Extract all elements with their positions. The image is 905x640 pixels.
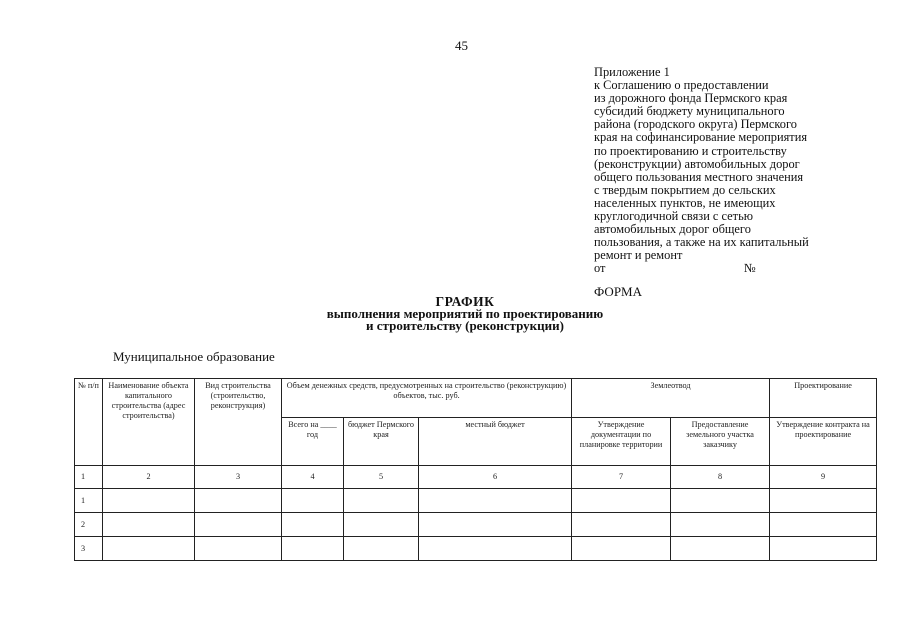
column-number: 1 xyxy=(75,466,103,489)
column-number: 7 xyxy=(572,466,671,489)
header-local-budget: местный бюджет xyxy=(419,418,572,466)
form-label: ФОРМА xyxy=(594,284,642,299)
page-number: 45 xyxy=(455,38,468,53)
column-number: 5 xyxy=(344,466,419,489)
table-cell xyxy=(103,489,195,513)
header-construction-type: Вид строительства (строительство, реконструкция) xyxy=(195,379,282,466)
table-cell xyxy=(572,489,671,513)
appendix-line: по проектированию и строительству xyxy=(594,143,787,158)
appendix-line: Приложение 1 xyxy=(594,65,670,79)
date-number-row xyxy=(594,262,869,275)
column-number: 8 xyxy=(671,466,770,489)
appendix-note xyxy=(594,66,869,276)
table-cell xyxy=(195,513,282,537)
schedule-table xyxy=(74,378,877,561)
appendix-line: автомобильных дорог общего xyxy=(594,222,751,237)
header-land-allocation: Землеотвод xyxy=(572,379,770,418)
row-number: 2 xyxy=(75,513,103,537)
appendix-line: края на софинансирование мероприятия xyxy=(594,130,808,145)
table-row xyxy=(75,489,877,513)
appendix-line: субсидий бюджету муниципального xyxy=(594,104,785,119)
column-number: 9 xyxy=(770,466,877,489)
title-line: и строительству (реконструкции) xyxy=(366,318,564,333)
header-total: Всего на ____ год xyxy=(282,418,344,466)
header-plot-provision: Предоставление земельного участка заказчику xyxy=(671,418,770,466)
document-title xyxy=(230,296,700,332)
table-cell xyxy=(282,489,344,513)
title-line: ГРАФИК xyxy=(435,294,495,309)
table-cell xyxy=(419,513,572,537)
header-regional-budget: бюджет Пермского края xyxy=(344,418,419,466)
municipality-label: Муниципальное образование xyxy=(113,349,275,364)
table-cell xyxy=(419,489,572,513)
appendix-line: ремонт и ремонт xyxy=(594,248,683,263)
appendix-line: населенных пунктов, не имеющих xyxy=(594,195,776,210)
appendix-line: к Соглашению о предоставлении xyxy=(594,78,769,93)
appendix-line: (реконструкции) автомобильных дорог xyxy=(594,156,800,171)
table-cell xyxy=(282,513,344,537)
title-line: выполнения мероприятий по проектированию xyxy=(326,306,604,321)
header-planning-approval: Утверждение документации по планировке территории xyxy=(572,418,671,466)
appendix-line: с твердым покрытием до сельских xyxy=(594,182,776,197)
appendix-line: района (городского округа) Пермского xyxy=(594,117,797,132)
table-cell xyxy=(282,537,344,561)
table-cell xyxy=(770,513,877,537)
row-number: 1 xyxy=(75,489,103,513)
table-cell xyxy=(344,537,419,561)
table-cell xyxy=(103,537,195,561)
appendix-line: круглогодичной связи с сетью xyxy=(594,209,753,224)
table-row xyxy=(75,513,877,537)
table-cell xyxy=(671,513,770,537)
table-cell xyxy=(344,513,419,537)
header-design: Проектирование xyxy=(770,379,877,418)
column-number: 3 xyxy=(195,466,282,489)
table-row xyxy=(75,537,877,561)
appendix-line: из дорожного фонда Пермского края xyxy=(594,91,788,106)
from-label: от xyxy=(594,261,606,276)
table-cell xyxy=(671,537,770,561)
column-number: 6 xyxy=(419,466,572,489)
table-cell xyxy=(419,537,572,561)
column-number: 2 xyxy=(103,466,195,489)
table-cell xyxy=(103,513,195,537)
column-number: 4 xyxy=(282,466,344,489)
table-cell xyxy=(770,537,877,561)
table-cell xyxy=(572,513,671,537)
row-number: 3 xyxy=(75,537,103,561)
header-no: № п/п xyxy=(75,379,103,466)
table-cell xyxy=(770,489,877,513)
appendix-line: общего пользования местного значения xyxy=(594,169,804,184)
table-cell xyxy=(195,537,282,561)
header-object-name: Наименование объекта капитального строительства (адрес строительства) xyxy=(103,379,195,466)
table-cell xyxy=(671,489,770,513)
table-cell xyxy=(572,537,671,561)
table-cell xyxy=(344,489,419,513)
appendix-line: пользования, а также на их капитальный xyxy=(594,235,809,250)
number-label: № xyxy=(744,261,756,276)
header-contract-approval: Утверждение контракта на проектирование xyxy=(770,418,877,466)
header-funds: Объем денежных средств, предусмотренных на строительство (реконструкцию) объектов, тыс. руб. xyxy=(282,379,572,418)
table-cell xyxy=(195,489,282,513)
